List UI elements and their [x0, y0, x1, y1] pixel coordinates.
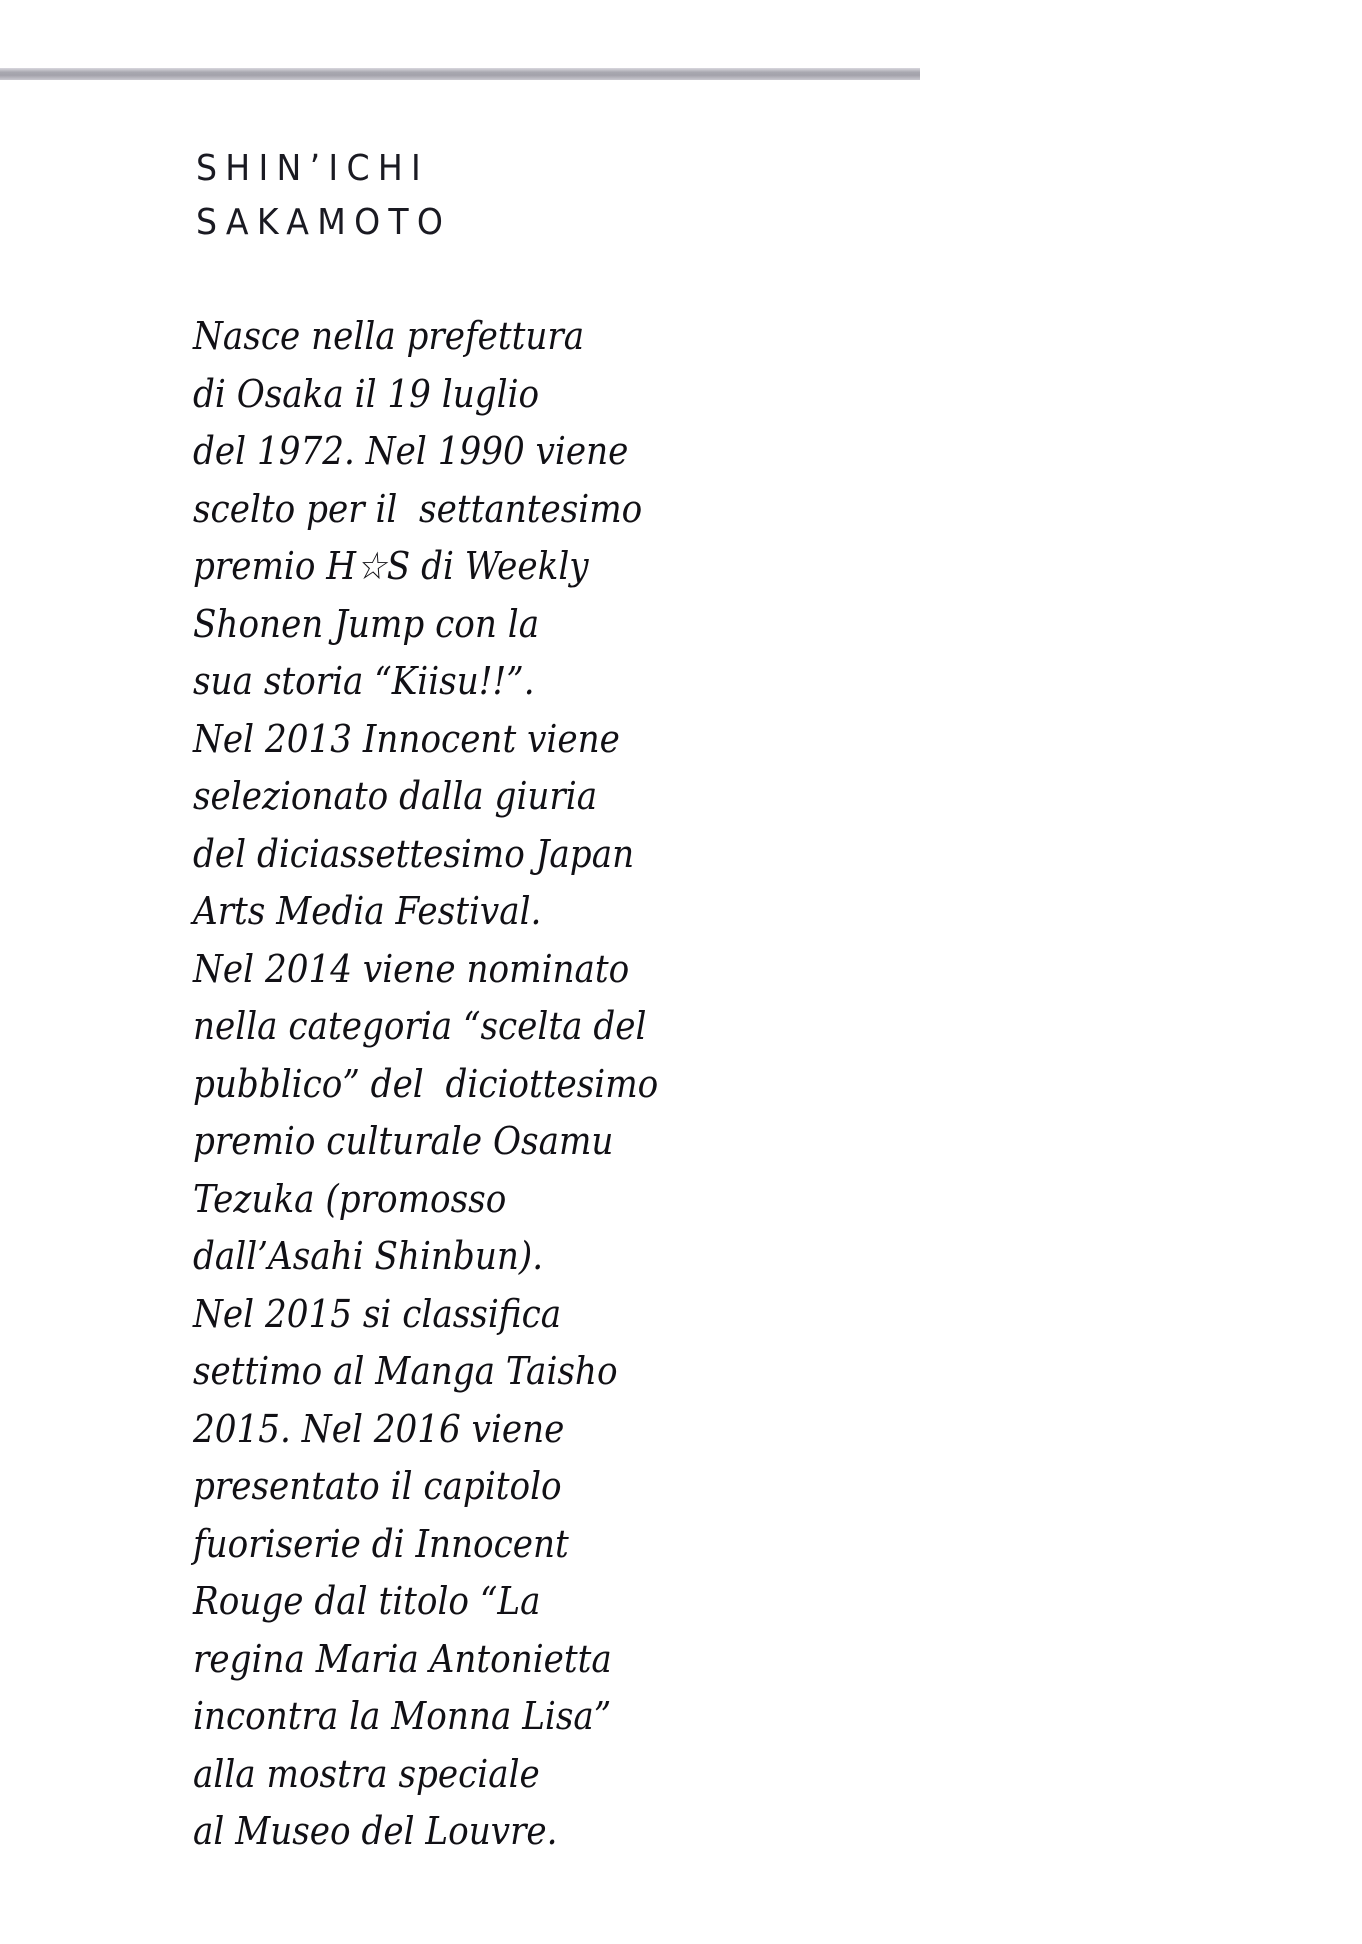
bio-line: incontra la Monna Lisa”	[193, 1694, 612, 1738]
bio-line: sua storia “Kiisu!!”.	[193, 659, 535, 703]
bio-line: Nel 2013 Innocent viene	[193, 716, 620, 761]
bio-line: premio culturale Osamu	[193, 1119, 614, 1163]
bio-line: nella categoria “scelta del	[193, 1004, 647, 1048]
bio-line: Arts Media Festival.	[193, 889, 542, 933]
bio-line: selezionato dalla giuria	[193, 774, 598, 818]
bio-line: del diciassettesimo Japan	[193, 831, 635, 876]
bio-line: fuoriserie di Innocent	[193, 1521, 569, 1566]
bio-line: Shonen Jump con la	[193, 601, 540, 646]
bio-line: Nasce nella prefettura	[193, 314, 585, 358]
author-name-line-2: SAKAMOTO	[196, 202, 452, 243]
bio-line: alla mostra speciale	[193, 1751, 540, 1796]
bio-line: Tezuka (promosso	[193, 1176, 507, 1221]
author-name-heading	[196, 142, 451, 250]
author-biography	[193, 308, 658, 1861]
bio-line: Rouge dal titolo “La	[193, 1579, 541, 1623]
bio-line: di Osaka il 19 luglio	[193, 371, 540, 416]
bio-line: 2015. Nel 2016 viene	[193, 1406, 565, 1451]
bio-line: Nel 2015 si classifica	[193, 1291, 562, 1336]
bio-line: Nel 2014 viene nominato	[193, 946, 630, 991]
bio-line: pubblico” del diciottesimo	[193, 1061, 659, 1106]
bio-line: del 1972. Nel 1990 viene	[193, 429, 629, 473]
bio-line: al Museo del Louvre.	[193, 1809, 558, 1853]
author-name-line-1: SHIN’ICHI	[196, 148, 430, 189]
bio-line: regina Maria Antonietta	[193, 1636, 612, 1681]
top-divider-rule	[0, 68, 920, 80]
bio-line: scelto per il settantesimo	[193, 486, 643, 531]
bio-line: premio H☆S di Weekly	[193, 544, 589, 588]
bio-line: dall’Asahi Shinbun).	[193, 1234, 544, 1278]
bio-line: settimo al Manga Taisho	[193, 1349, 618, 1393]
bio-line: presentato il capitolo	[193, 1464, 562, 1508]
